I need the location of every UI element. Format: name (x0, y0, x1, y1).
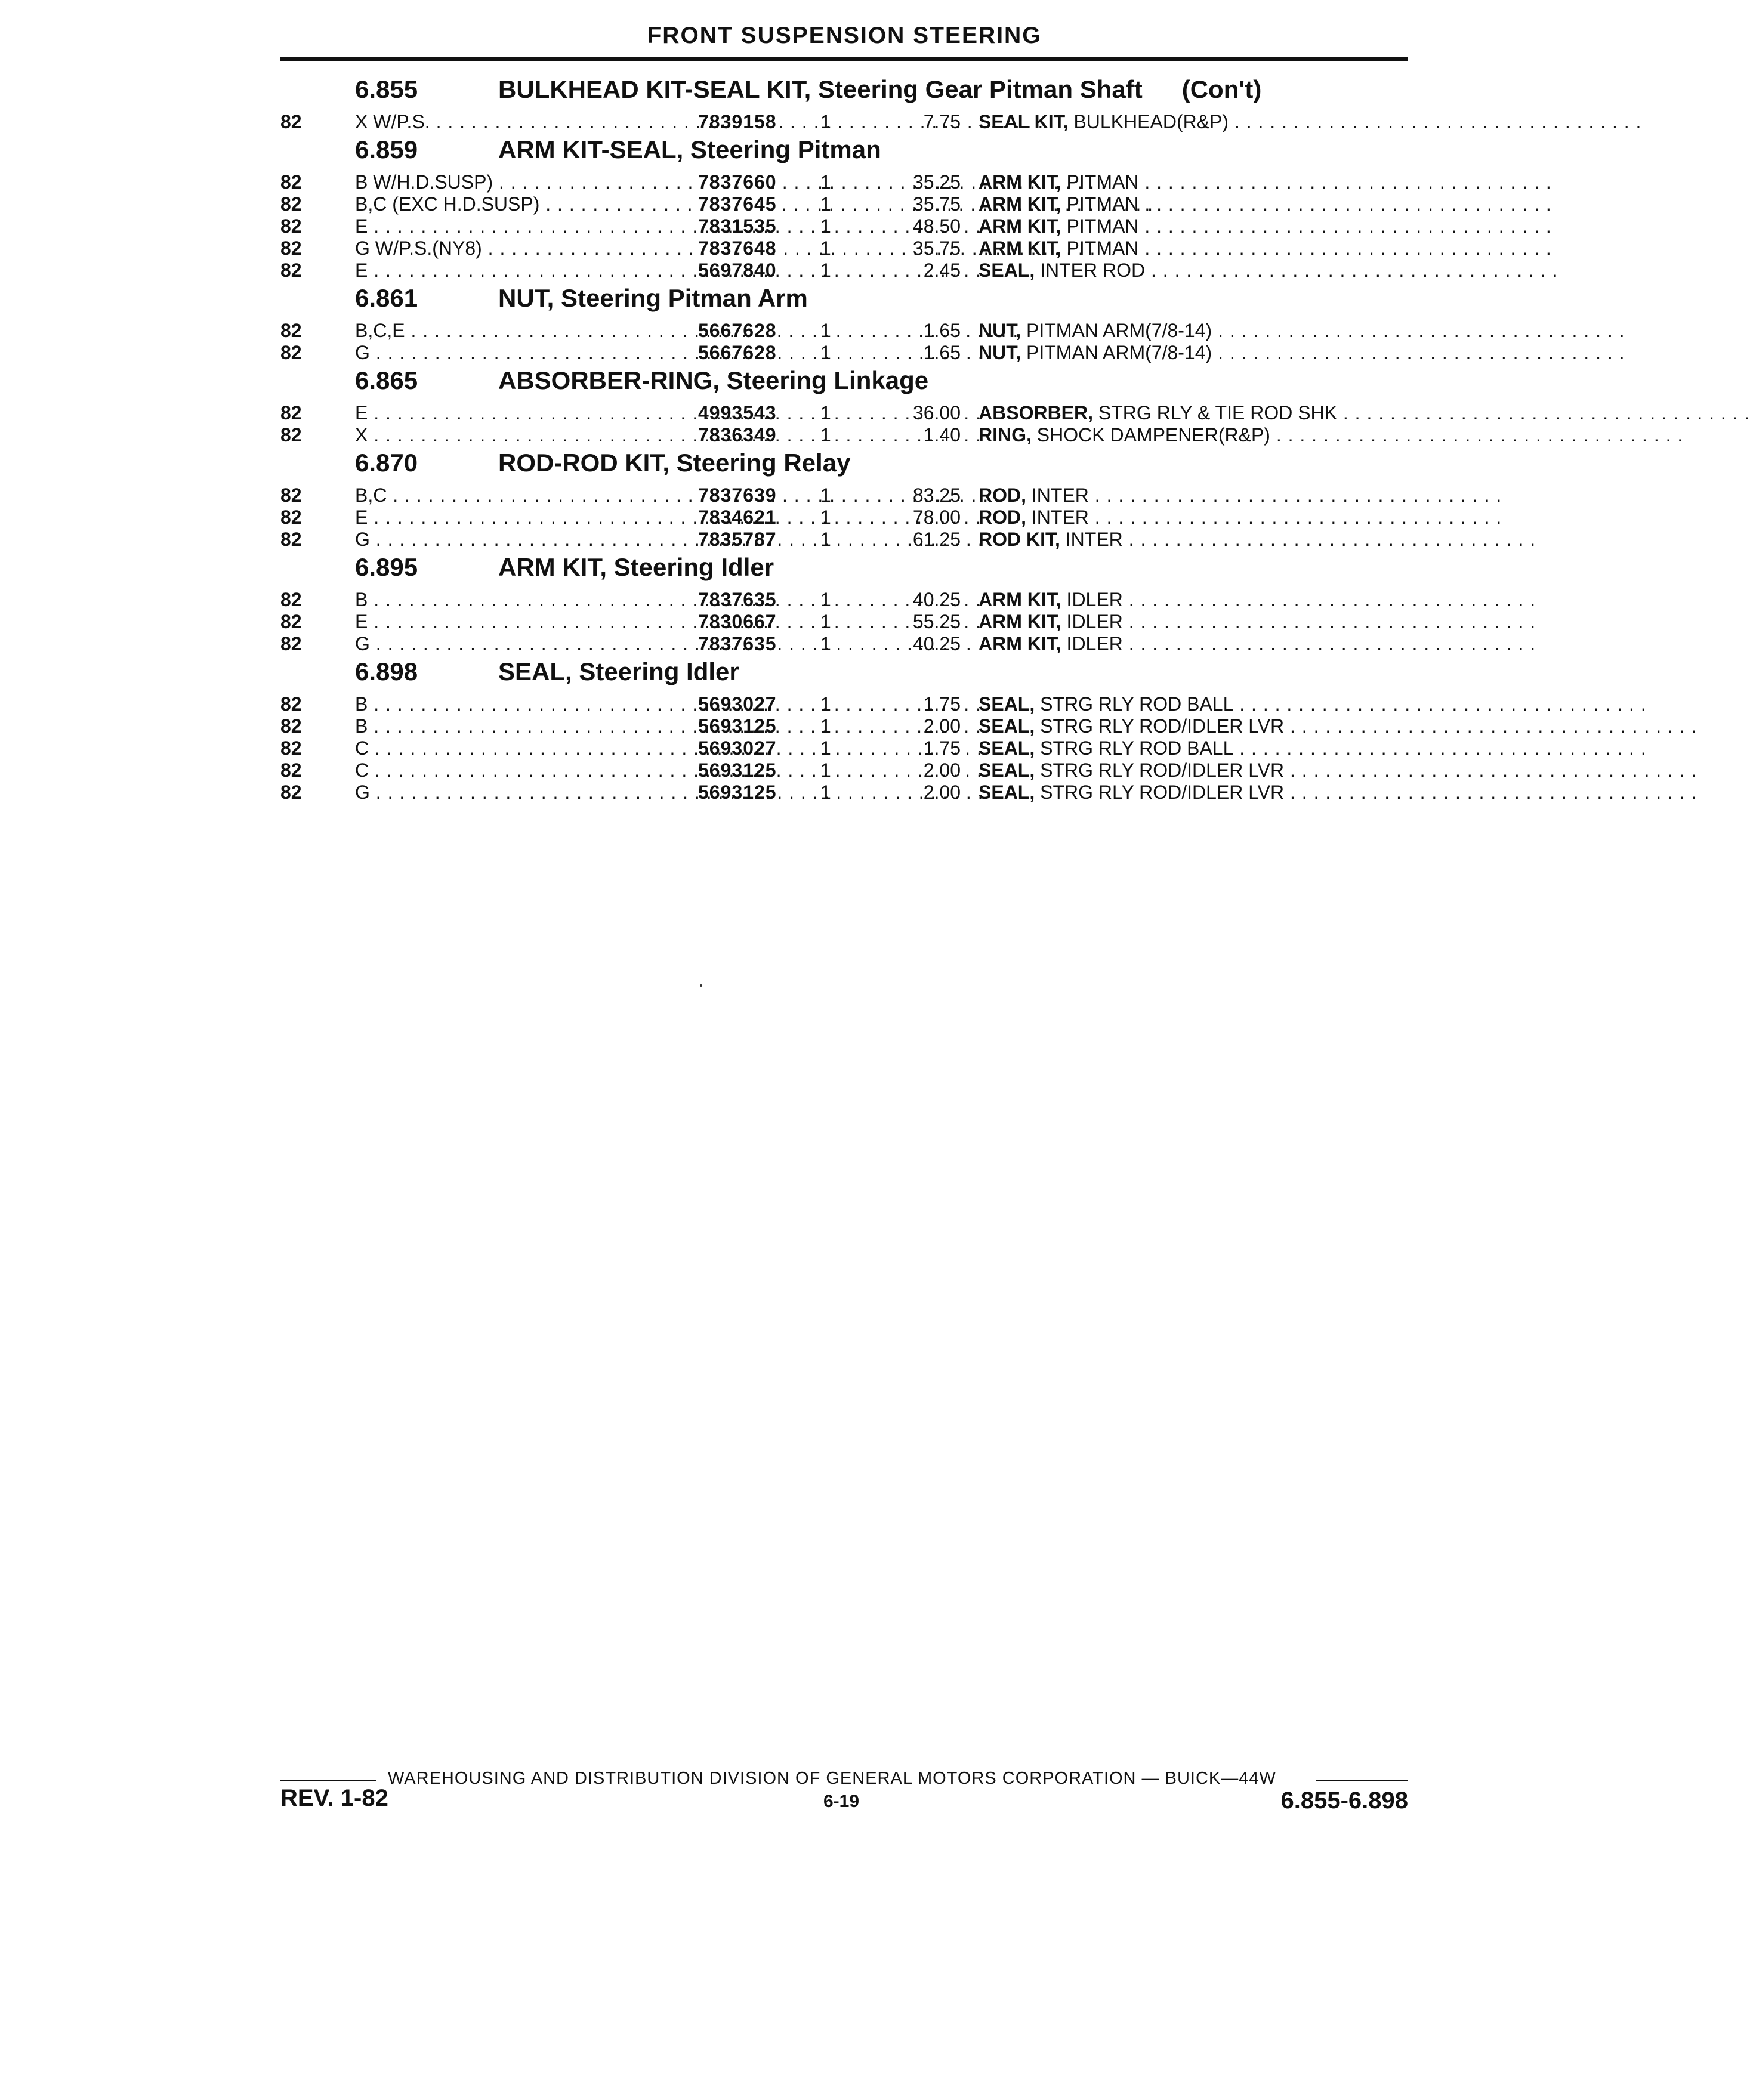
price: 2.00 (923, 759, 961, 781)
dot-leader: . . . . . . . . . . . . . . . . . . . . . . . . . . . . . . . . . . . (1138, 193, 1552, 215)
quantity: 1 (820, 215, 831, 237)
part-number: 5667628 (698, 320, 777, 341)
part-row (280, 527, 1536, 550)
part-description (979, 402, 1750, 424)
model-application: G W/P.S.(NY8) . . . (355, 237, 677, 260)
section-number: 6.870 (355, 449, 418, 477)
section-heading (280, 363, 1408, 401)
part-row (280, 401, 1750, 424)
quantity: 1 (820, 237, 831, 259)
part-row (280, 505, 1502, 528)
section-title-text: ARM KIT-SEAL, Steering Pitman (498, 135, 881, 163)
description-detail: PITMAN ARM(7/8-14) (1021, 320, 1212, 341)
dot-leader: . . . . . . . . . . . . . . . . . . . . . . . . . . . . . . . . . . . (1088, 507, 1502, 528)
part-number: 5693125 (698, 759, 777, 781)
model-application: B . . . (355, 715, 677, 737)
part-number: 7830667 (698, 611, 777, 632)
description-noun: ROD, (979, 507, 1026, 528)
quantity: 1 (820, 529, 831, 550)
part-row (280, 736, 1647, 759)
description-noun: NUT, (979, 320, 1021, 341)
section-title (498, 553, 774, 582)
description-detail: INTER ROD (1035, 260, 1146, 281)
description-detail: STRG RLY ROD BALL (1035, 693, 1234, 715)
model-application: G . . . (355, 633, 677, 655)
description-detail: PITMAN (1061, 171, 1139, 193)
part-description (979, 342, 1625, 364)
part-row (280, 258, 1558, 281)
part-description (979, 633, 1536, 655)
quantity: 1 (820, 633, 831, 654)
part-number: 7837635 (698, 633, 777, 654)
parts-catalog (280, 72, 1750, 803)
description-noun: ARM KIT, (979, 171, 1061, 193)
part-number: 7834621 (698, 507, 777, 528)
description-noun: SEAL, (979, 715, 1035, 737)
part-row (280, 319, 1625, 341)
part-description (979, 484, 1502, 507)
part-row (280, 170, 1552, 193)
description-detail: STRG RLY ROD/IDLER LVR (1035, 782, 1285, 803)
description-detail: IDLER (1061, 589, 1123, 610)
dot-leader: . . . . . . . . . . . . . . . . . . . . . . . . . . . . . . . . . . . (1122, 611, 1536, 632)
section-heading (280, 654, 1408, 692)
description-noun: ABSORBER, (979, 402, 1094, 424)
section-title (498, 657, 739, 686)
price: 83.25 (912, 484, 961, 506)
price: 55.25 (912, 611, 961, 632)
model-year: 82 (280, 529, 302, 550)
section-number: 6.898 (355, 657, 418, 685)
dot-leader: . . . . . . . . . . . . . . . . . . . . . . . . . . . . . . . . . . . (1270, 424, 1684, 446)
part-description (979, 589, 1536, 611)
header-rule (280, 57, 1408, 61)
model-year: 82 (280, 484, 302, 506)
section-heading (280, 549, 1408, 588)
part-row (280, 632, 1536, 654)
revision-label: REV. 1-82 (280, 1785, 388, 1811)
part-number: 7837660 (698, 171, 777, 193)
price: 35.75 (912, 193, 961, 215)
dot-leader: . . . . . . . . . . . . . . . . . . . . . . . . . . . . . . . . . . . (1122, 529, 1536, 550)
footer-rule-right (1316, 1780, 1408, 1781)
part-description (979, 611, 1536, 633)
quantity: 1 (820, 424, 831, 446)
part-description (979, 260, 1558, 282)
part-row (280, 110, 1642, 132)
model-year: 82 (280, 171, 302, 193)
description-detail: SHOCK DAMPENER(R&P) (1031, 424, 1270, 446)
dot-leader: . . . . . . . . . . . . . . . . . . . . . . . . . . . . . . . . . . . (1284, 715, 1697, 737)
quantity: 1 (820, 320, 831, 341)
model-year: 82 (280, 759, 302, 781)
part-number: 7831535 (698, 215, 777, 237)
description-noun: ARM KIT, (979, 193, 1061, 215)
description-detail: PITMAN (1061, 193, 1139, 215)
section-title (498, 449, 850, 477)
price: 7.75 (923, 111, 961, 132)
price: 36.00 (912, 402, 961, 424)
part-row (280, 692, 1647, 715)
page-title: FRONT SUSPENSION STEERING (647, 23, 1042, 48)
price: 48.50 (912, 215, 961, 237)
part-row (280, 714, 1697, 737)
section-number: 6.855 (355, 75, 418, 103)
model-year: 82 (280, 693, 302, 715)
section-title-text: ARM KIT, Steering Idler (498, 553, 774, 581)
quantity: 1 (820, 171, 831, 193)
section-number: 6.859 (355, 135, 418, 163)
part-number: 7839158 (698, 111, 777, 132)
description-detail: INTER (1060, 529, 1123, 550)
part-row (280, 780, 1697, 803)
model-year: 82 (280, 589, 302, 610)
description-noun: ROD KIT, (979, 529, 1060, 550)
part-number: 5693125 (698, 782, 777, 803)
model-year: 82 (280, 402, 302, 424)
model-year: 82 (280, 320, 302, 341)
model-year: 82 (280, 237, 302, 259)
quantity: 1 (820, 611, 831, 632)
part-number: 7837639 (698, 484, 777, 506)
model-application: B,C (EXC H.D.SUSP) . . . (355, 193, 677, 215)
part-number: 5693027 (698, 693, 777, 715)
description-detail: INTER (1026, 507, 1089, 528)
part-description (979, 193, 1552, 215)
model-year: 82 (280, 342, 302, 363)
price: 35.75 (912, 237, 961, 259)
description-noun: ARM KIT, (979, 237, 1061, 259)
description-detail: STRG RLY & TIE ROD SHK (1093, 402, 1337, 424)
part-row (280, 423, 1684, 446)
quantity: 1 (820, 759, 831, 781)
quantity: 1 (820, 507, 831, 528)
model-year: 82 (280, 633, 302, 654)
part-row (280, 483, 1502, 506)
price: 1.40 (923, 424, 961, 446)
section-title-text: BULKHEAD KIT-SEAL KIT, Steering Gear Pitman Shaft (498, 75, 1143, 103)
section-heading (280, 280, 1408, 319)
part-description (979, 529, 1536, 551)
part-number: 7837648 (698, 237, 777, 259)
dot-leader: . . . . . . . . . . . . . . . . . . . . . . . . . . . . . . . . . . . (1122, 633, 1536, 654)
description-noun: SEAL, (979, 782, 1035, 803)
description-noun: ROD, (979, 484, 1026, 506)
model-year: 82 (280, 111, 302, 132)
part-description (979, 759, 1697, 782)
model-application: G . . . (355, 529, 677, 551)
section-title (498, 135, 881, 164)
price: 61.25 (912, 529, 961, 550)
model-year: 82 (280, 715, 302, 737)
quantity: 1 (820, 111, 831, 132)
description-noun: ARM KIT, (979, 589, 1061, 610)
description-noun: SEAL KIT, (979, 111, 1069, 132)
part-row (280, 192, 1552, 215)
section-title (498, 366, 928, 395)
part-number: 5693027 (698, 737, 777, 759)
model-application: B . . . (355, 589, 677, 611)
description-detail: STRG RLY ROD/IDLER LVR (1035, 715, 1285, 737)
price: 1.65 (923, 342, 961, 363)
dot-leader: . . . . . . . . . . . . . . . . . . . . . . . . . . . . . . . . . . . (1284, 782, 1697, 803)
price: 78.00 (912, 507, 961, 528)
model-application: X . . . (355, 424, 677, 446)
model-year: 82 (280, 260, 302, 281)
description-detail: IDLER (1061, 611, 1123, 632)
description-detail: PITMAN (1061, 215, 1139, 237)
footer-rule-left (280, 1780, 376, 1781)
page-number: 6-19 (823, 1792, 860, 1811)
description-noun: ARM KIT, (979, 215, 1061, 237)
price: 40.25 (912, 589, 961, 610)
price: 35.25 (912, 171, 961, 193)
part-description (979, 424, 1684, 446)
quantity: 1 (820, 193, 831, 215)
model-year: 82 (280, 507, 302, 528)
dot-leader: . . . . . . . . . . . . . . . . . . . . . . . . . . . . . . . . . . . (1337, 402, 1750, 424)
description-detail: IDLER (1061, 633, 1123, 654)
model-application: B W/H.D.SUSP) . . . (355, 171, 677, 193)
model-application: B . . . (355, 693, 677, 715)
section-heading (280, 445, 1408, 483)
part-number: 7835787 (698, 529, 777, 550)
dot-leader: . . . . . . . . . . . . . . . . . . . . . . . . . . . . . . . . . . . (1138, 171, 1552, 193)
price: 1.75 (923, 737, 961, 759)
part-number: 7837645 (698, 193, 777, 215)
quantity: 1 (820, 737, 831, 759)
description-detail: PITMAN (1061, 237, 1139, 259)
quantity: 1 (820, 782, 831, 803)
description-detail: INTER (1026, 484, 1089, 506)
part-number: 5697840 (698, 260, 777, 281)
section-heading (280, 72, 1408, 110)
section-number: 6.895 (355, 553, 418, 581)
model-application: E . . . (355, 611, 677, 633)
section-title-text: SEAL, Steering Idler (498, 657, 739, 685)
quantity: 1 (820, 342, 831, 363)
quantity: 1 (820, 715, 831, 737)
description-noun: SEAL, (979, 759, 1035, 781)
dot-leader: . . . . . . . . . . . . . . . . . . . . . . . . . . . . . . . . . . . (1138, 237, 1552, 259)
part-row (280, 758, 1697, 781)
description-noun: SEAL, (979, 693, 1035, 715)
dot-leader: . . . . . . . . . . . . . . . . . . . . . . . . . . . . . . . . . . . (1088, 484, 1502, 506)
price: 40.25 (912, 633, 961, 654)
part-number: 5693125 (698, 715, 777, 737)
model-year: 82 (280, 215, 302, 237)
description-detail: BULKHEAD(R&P) (1068, 111, 1229, 132)
dot-leader: . . . . . . . . . . . . . . . . . . . . . . . . . . . . . . . . . . . (1145, 260, 1558, 281)
part-description (979, 111, 1642, 133)
section-title (498, 284, 808, 313)
part-description (979, 715, 1697, 737)
quantity: 1 (820, 484, 831, 506)
model-application: X W/P.S. . . . (355, 111, 677, 133)
model-application: C . . . (355, 737, 677, 759)
section-range: 6.855-6.898 (1280, 1787, 1408, 1814)
price: 2.00 (923, 782, 961, 803)
dot-leader: . . . . . . . . . . . . . . . . . . . . . . . . . . . . . . . . . . . (1284, 759, 1697, 781)
price: 1.75 (923, 693, 961, 715)
description-detail: STRG RLY ROD BALL (1035, 737, 1234, 759)
part-row (280, 236, 1552, 259)
model-application: E . . . (355, 402, 677, 424)
dot-leader: . . . . . . . . . . . . . . . . . . . . . . . . . . . . . . . . . . . (1233, 693, 1647, 715)
description-noun: ARM KIT, (979, 633, 1061, 654)
part-row (280, 588, 1536, 610)
model-application: B,C . . . (355, 484, 677, 507)
quantity: 1 (820, 589, 831, 610)
speck-mark (700, 984, 702, 987)
part-row (280, 610, 1536, 632)
model-year: 82 (280, 424, 302, 446)
quantity: 1 (820, 693, 831, 715)
footer-division: WAREHOUSING AND DISTRIBUTION DIVISION OF GENERAL MOTORS CORPORATION — BUICK—44W (388, 1769, 1276, 1788)
part-description (979, 693, 1647, 715)
part-number: 7836349 (698, 424, 777, 446)
model-application: B,C,E . . . (355, 320, 677, 342)
description-noun: RING, (979, 424, 1032, 446)
dot-leader: . . . . . . . . . . . . . . . . . . . . . . . . . . . . . . . . . . . (1233, 737, 1647, 759)
description-detail: STRG RLY ROD/IDLER LVR (1035, 759, 1285, 781)
part-description (979, 215, 1552, 237)
part-number: 5667628 (698, 342, 777, 363)
dot-leader: . . . . . . . . . . . . . . . . . . . . . . . . . . . . . . . . . . . (1229, 111, 1642, 132)
part-description (979, 507, 1502, 529)
part-number: 7837635 (698, 589, 777, 610)
description-noun: NUT, (979, 342, 1021, 363)
part-description (979, 237, 1552, 260)
section-title-text: ABSORBER-RING, Steering Linkage (498, 366, 929, 394)
part-row (280, 341, 1625, 363)
section-number: 6.865 (355, 366, 418, 394)
part-number: 4993543 (698, 402, 777, 424)
model-year: 82 (280, 782, 302, 803)
section-number: 6.861 (355, 284, 418, 312)
section-heading (280, 132, 1408, 170)
price: 2.00 (923, 715, 961, 737)
model-application: G . . . (355, 782, 677, 804)
dot-leader: . . . . . . . . . . . . . . . . . . . . . . . . . . . . . . . . . . . (1212, 342, 1625, 363)
price: 2.45 (923, 260, 961, 281)
section-title (498, 75, 1261, 104)
description-noun: ARM KIT, (979, 611, 1061, 632)
model-application: C . . . (355, 759, 677, 782)
model-application: E . . . (355, 507, 677, 529)
model-year: 82 (280, 611, 302, 632)
quantity: 1 (820, 260, 831, 281)
model-application: G . . . (355, 342, 677, 364)
dot-leader: . . . . . . . . . . . . . . . . . . . . . . . . . . . . . . . . . . . (1122, 589, 1536, 610)
section-title-text: ROD-ROD KIT, Steering Relay (498, 449, 851, 477)
description-detail: PITMAN ARM(7/8-14) (1021, 342, 1212, 363)
part-row (280, 214, 1552, 237)
price: 1.65 (923, 320, 961, 341)
continued-label: (Con't) (1181, 75, 1262, 103)
section-title-text: NUT, Steering Pitman Arm (498, 284, 808, 312)
description-noun: SEAL, (979, 260, 1035, 281)
part-description (979, 320, 1625, 342)
model-application: E . . . (355, 215, 677, 237)
part-description (979, 171, 1552, 193)
dot-leader: . . . . . . . . . . . . . . . . . . . . . . . . . . . . . . . . . . . (1212, 320, 1625, 341)
model-year: 82 (280, 737, 302, 759)
quantity: 1 (820, 402, 831, 424)
dot-leader: . . . . . . . . . . . . . . . . . . . . . . . . . . . . . . . . . . . (1138, 215, 1552, 237)
part-description (979, 782, 1697, 804)
part-description (979, 737, 1647, 759)
description-noun: SEAL, (979, 737, 1035, 759)
model-year: 82 (280, 193, 302, 215)
model-application: E . . . (355, 260, 677, 282)
